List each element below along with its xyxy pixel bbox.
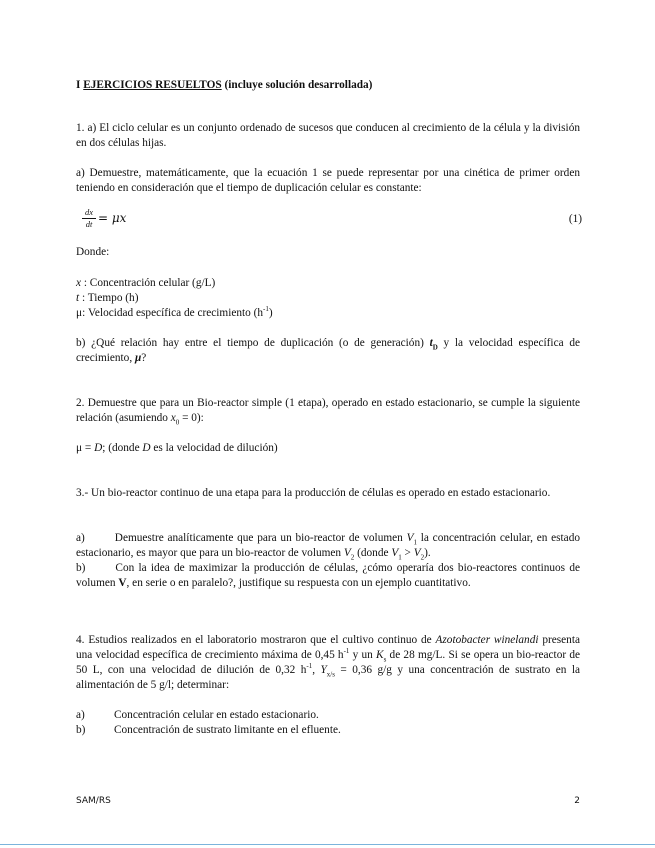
footer-author: SAM/RS: [76, 796, 111, 806]
exercise-4: 4. Estudios realizados en el laboratorio mostraron que el cultivo continuo de Azotobacter winelandi presenta una velocidad específica de crecimiento máxima de 0,45 $h^{-1}$ y un $K_s$ de 28 mg/L. Si se opera un bio-reactor de 50 L, con una velocidad de dilución de 0,32 $h^{-1}$, $Y_{x/s} = 0,36$ g/g y una concentración de sustrato en la alimentación de 5 g/l; determinar:: [76, 634, 580, 691]
exercise-4-item-b: b) Concentración de sustrato limitante en el efluente.: [76, 724, 341, 736]
definition-list: [76, 276, 580, 321]
page-bottom-divider: [0, 844, 655, 845]
page-footer: [76, 796, 580, 806]
definition-t: t : Tiempo (h): [76, 292, 139, 304]
exercise-3-part-b: b) Con la idea de maximizar la producción de células, ¿cómo operaría dos bio-reactores continuos de volumen V, en serie o en paralelo?, justifique su respuesta con un ejemplo cuantitativo.: [76, 562, 580, 589]
definition-mu: μ: Velocidad específica de crecimiento $(h^{-1})$: [76, 305, 273, 319]
exercise-1-part-b: b) ¿Qué relación hay entre el tiempo de duplicación (o de generación) $t_D$ y la velocidad específica de crecimiento, μ?: [76, 337, 580, 364]
page-number: 2: [574, 796, 580, 806]
exercise-1-intro: 1. a) El ciclo celular es un conjunto ordenado de sucesos que conducen al crecimiento de la célula y la división en dos células hijas.: [76, 122, 580, 149]
equation-1: $\frac{dx}{dt}$ = μx (1): [82, 207, 582, 237]
heading-underlined: EJERCICIOS RESUELTOS: [83, 79, 222, 91]
equation-number: (1): [568, 213, 582, 225]
exercise-2: 2. Demuestre que para un Bio-reactor simple (1 etapa), operado en estado estacionario, se cumple la siguiente relación (asumiendo $x_0 = 0$):: [76, 397, 580, 427]
exercise-1-part-a: a) Demuestre, matemáticamente, que la ecuación 1 se puede representar por una cinética de primer orden teniendo en consideración que el tiempo de duplicación celular es constante:: [76, 167, 580, 194]
exercise-4-item-a: a) Concentración celular en estado estacionario.: [76, 709, 319, 721]
exercise-3-intro: 3.- Un bio-reactor continuo de una etapa para la producción de células es operado en estado estacionario.: [76, 487, 551, 499]
derivative-fraction: $\frac{dx}{dt}$: [82, 207, 96, 229]
donde-label: Donde:: [76, 246, 110, 258]
exercise-3-part-a: a) Demuestre analíticamente que para un bio-reactor de volumen $V_1$ la concentración celular, en estado estacionario, es mayor que para un bio-reactor de volumen $V_2$ (donde $V_1 > V_2$).: [76, 532, 580, 562]
definition-x: x : Concentración celular (g/L): [76, 277, 216, 289]
exercise-2-relation: μ = D; (donde D es la velocidad de dilución): [76, 442, 278, 454]
section-heading: I EJERCICIOS RESUELTOS (incluye solución desarrollada): [76, 79, 373, 91]
